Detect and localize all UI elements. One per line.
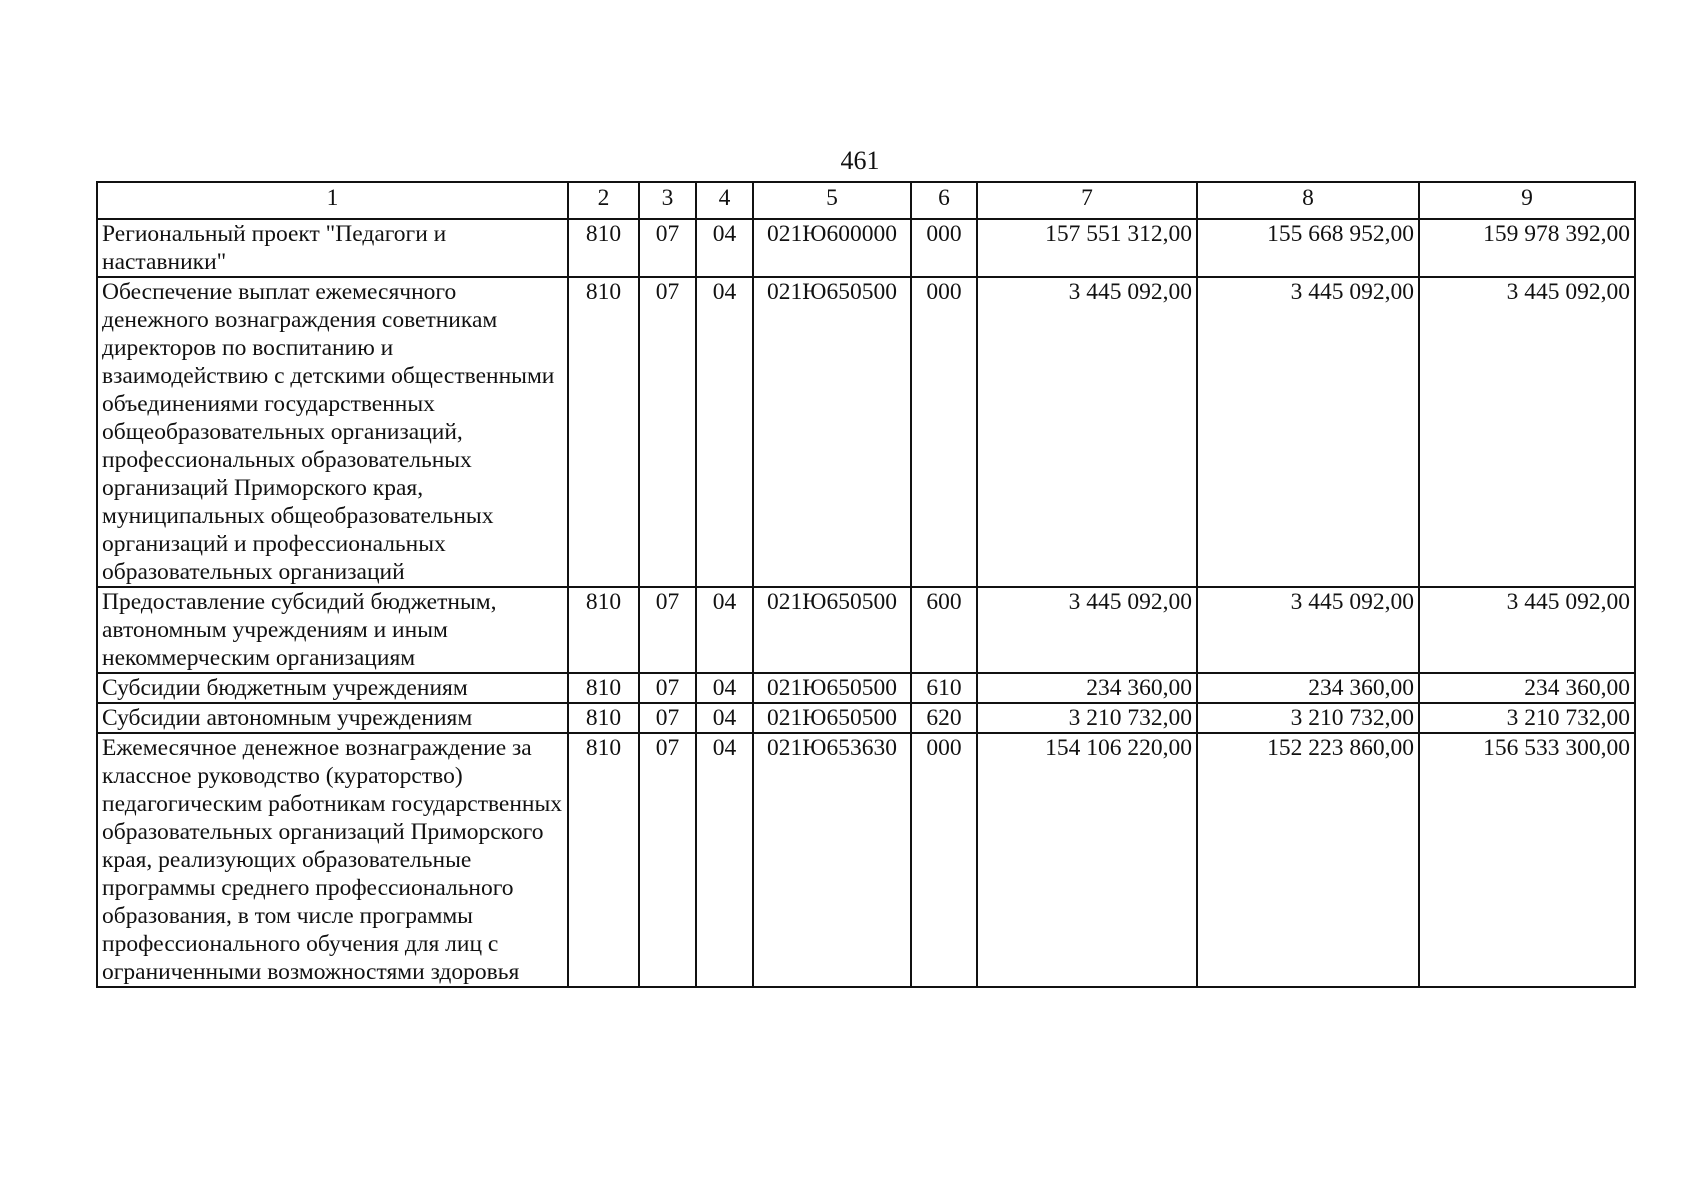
page-number: 461 [840,146,880,175]
row-amount-col8: 155 668 952,00 [1197,219,1419,277]
row-code-section: 07 [639,277,696,587]
row-code-section: 07 [639,703,696,733]
header-col-9: 9 [1419,182,1635,219]
row-code-target-article: 021Ю600000 [753,219,911,277]
table-row [97,219,1635,277]
row-code-subsection: 04 [696,733,753,987]
row-code-expense-type: 610 [911,673,977,703]
row-amount-col8: 234 360,00 [1197,673,1419,703]
row-code-section: 07 [639,219,696,277]
header-col-8: 8 [1197,182,1419,219]
table-row [97,277,1635,587]
row-code-target-article: 021Ю650500 [753,703,911,733]
row-code-ministry: 810 [568,587,639,673]
row-code-subsection: 04 [696,219,753,277]
row-amount-col9: 3 210 732,00 [1419,703,1635,733]
header-col-1: 1 [97,182,568,219]
row-name: Субсидии бюджетным учреждениям [97,673,568,703]
row-amount-col8: 3 445 092,00 [1197,587,1419,673]
row-code-subsection: 04 [696,673,753,703]
row-code-ministry: 810 [568,277,639,587]
table-row [97,673,1635,703]
header-col-6: 6 [911,182,977,219]
row-code-target-article: 021Ю650500 [753,587,911,673]
row-code-ministry: 810 [568,703,639,733]
table-row [97,733,1635,987]
row-amount-col9: 3 445 092,00 [1419,277,1635,587]
row-name: Предоставление субсидий бюджетным, автономным учреждениям и иным некоммерческим организациям [97,587,568,673]
row-code-subsection: 04 [696,277,753,587]
row-code-section: 07 [639,673,696,703]
row-amount-col9: 156 533 300,00 [1419,733,1635,987]
header-col-7: 7 [977,182,1197,219]
row-code-ministry: 810 [568,733,639,987]
header-col-3: 3 [639,182,696,219]
row-name: Обеспечение выплат ежемесячного денежного вознаграждения советникам директоров по воспитанию и взаимодействию с детскими общественными объединениями государственных общеобразовательных организаций, профессиональных образовательных организаций Приморского края, муниципальных общеобразовательных организаций и профессиональных образовательных организаций [97,277,568,587]
table-row [97,703,1635,733]
row-code-target-article: 021Ю650500 [753,673,911,703]
table-header-row [97,182,1635,219]
row-name: Субсидии автономным учреждениям [97,703,568,733]
row-amount-col9: 234 360,00 [1419,673,1635,703]
row-code-ministry: 810 [568,219,639,277]
row-amount-col7: 154 106 220,00 [977,733,1197,987]
row-code-target-article: 021Ю653630 [753,733,911,987]
row-code-target-article: 021Ю650500 [753,277,911,587]
row-code-section: 07 [639,733,696,987]
row-amount-col7: 3 210 732,00 [977,703,1197,733]
row-amount-col7: 234 360,00 [977,673,1197,703]
row-code-expense-type: 000 [911,219,977,277]
header-col-5: 5 [753,182,911,219]
row-code-section: 07 [639,587,696,673]
header-col-2: 2 [568,182,639,219]
row-amount-col8: 3 210 732,00 [1197,703,1419,733]
row-code-expense-type: 000 [911,733,977,987]
row-code-ministry: 810 [568,673,639,703]
row-amount-col9: 3 445 092,00 [1419,587,1635,673]
row-name: Ежемесячное денежное вознаграждение за классное руководство (кураторство) педагогическим работникам государственных образовательных организаций Приморского края, реализующих образовательные программы среднего профессионального образования, в том числе программы профессионального обучения для лиц с ограниченными возможностями здоровья [97,733,568,987]
row-amount-col7: 3 445 092,00 [977,587,1197,673]
table-row [97,587,1635,673]
row-amount-col9: 159 978 392,00 [1419,219,1635,277]
row-amount-col7: 157 551 312,00 [977,219,1197,277]
row-amount-col8: 152 223 860,00 [1197,733,1419,987]
row-amount-col7: 3 445 092,00 [977,277,1197,587]
row-code-expense-type: 600 [911,587,977,673]
row-code-subsection: 04 [696,587,753,673]
row-amount-col8: 3 445 092,00 [1197,277,1419,587]
row-name: Региональный проект "Педагоги и наставники" [97,219,568,277]
row-code-subsection: 04 [696,703,753,733]
row-code-expense-type: 000 [911,277,977,587]
row-code-expense-type: 620 [911,703,977,733]
budget-table [96,181,1636,988]
header-col-4: 4 [696,182,753,219]
